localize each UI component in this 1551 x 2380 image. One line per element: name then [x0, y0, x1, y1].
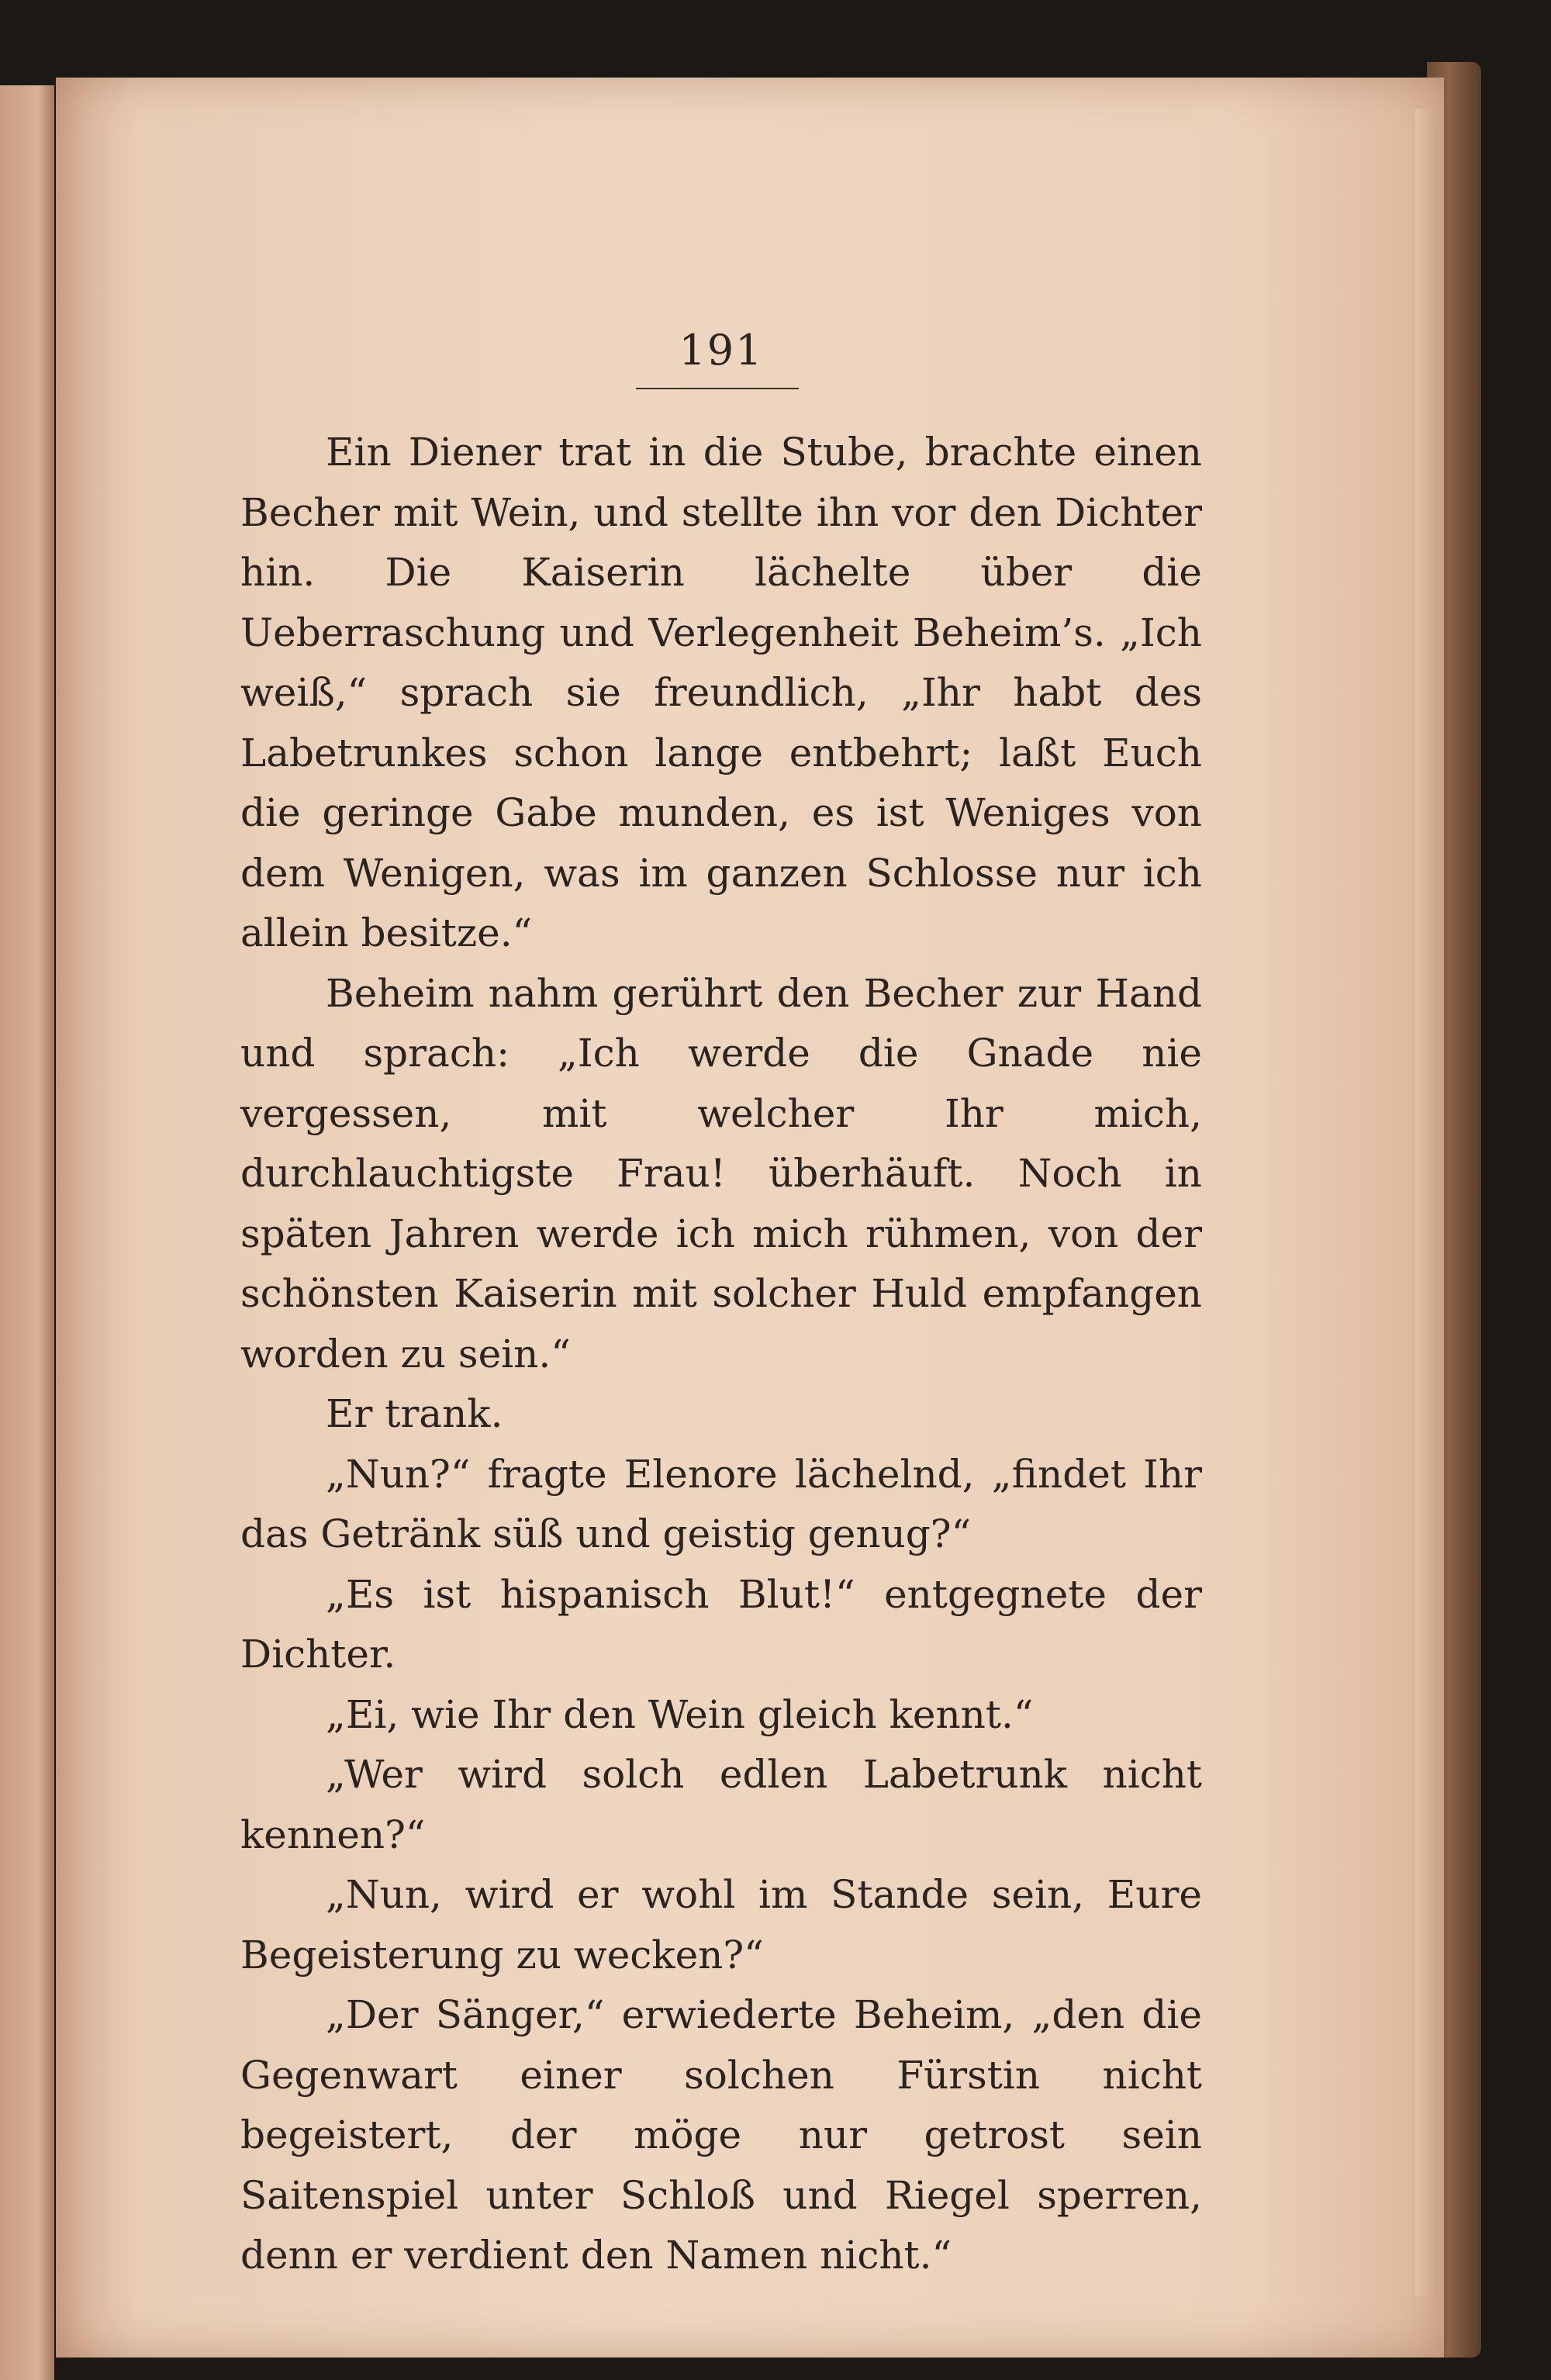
- page-stack-edge: [1415, 109, 1439, 2295]
- page-number: 191: [679, 326, 764, 375]
- facing-page-edge: [0, 85, 54, 2380]
- paragraph: „Es ist hispanisch Blut!“ entgegnete der Dichter.: [240, 1571, 1202, 1677]
- paragraph: „Ei, wie Ihr den Wein gleich kennt.“: [326, 1691, 1034, 1737]
- paragraph: „Der Sänger,“ erwiederte Beheim, „den die Gegenwart einer solchen Fürstin nicht begeistert, der möge nur getrost sein Saitenspiel unter Schloß und Riegel sperren, denn er verdient den Namen nicht.“: [240, 1992, 1202, 2278]
- paragraph: Er trank.: [326, 1391, 503, 1436]
- header-rule: [636, 388, 799, 389]
- paragraph: „Wer wird solch edlen Labetrunk nicht kennen?“: [240, 1752, 1202, 1857]
- paragraph: „Nun, wird er wohl im Stande sein, Eure Begeisterung zu wecken?“: [240, 1872, 1202, 1978]
- paragraph: Beheim nahm gerührt den Becher zur Hand und sprach: „Ich werde die Gnade nie vergessen, mit welcher Ihr mich, durchlauchtigste Frau! überhäuft. Noch in späten Jahren werde ich mich rühmen, von der schönsten Kaiserin mit solcher Huld empfangen worden zu sein.“: [240, 970, 1202, 1377]
- paragraph: „Nun?“ fragte Elenore lächelnd, „findet Ihr das Getränk süß und geistig genug?“: [240, 1451, 1202, 1556]
- paragraph: Ein Diener trat in die Stube, brachte einen Becher mit Wein, und stellte ihn vor den Dichter hin. Die Kaiserin lächelte über die Ueberraschung und Verlegenheit Beheim’s. „Ich weiß,“ sprach sie freundlich, „Ihr habt des Labetrunkes schon lange entbehrt; laßt Euch die geringe Gabe munden, es ist Weniges von dem Wenigen, was im ganzen Schlosse nur ich allein besitze.“: [240, 430, 1202, 955]
- body-text: [240, 423, 1202, 2286]
